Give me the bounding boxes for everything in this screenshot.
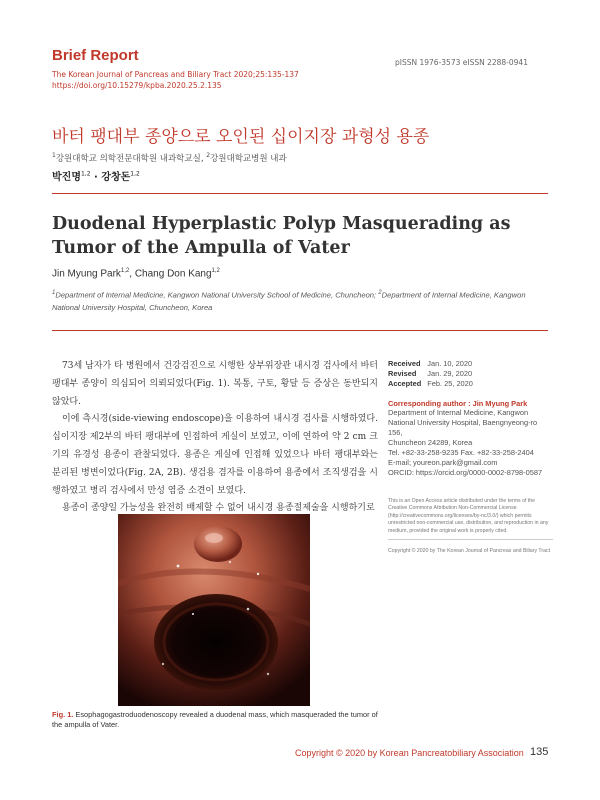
date-row bbox=[388, 359, 479, 369]
doi-link[interactable]: https://doi.org/10.15279/kpba.2020.25.2.135 bbox=[52, 81, 222, 90]
body-paragraph: 이에 측시경(side-viewing endoscope)을 이용하여 내시경 검사를 시행하였다. 십이지장 제2부의 바터 팽대부에 인접하여 게실이 보였고, 이에 연하여 약 2 cm 크기의 유경성 용종이 관찰되었다. 용종은 게실에 인접해 있었으나 바터 팽대부와는 분리된 병변이었다(Fig. 2A, 2B). 생검용 겸자를 이용하여 용종에서 조직생검을 시행하였고 병리 검사에서 만성 염증 소견이 보였다. bbox=[52, 414, 378, 496]
english-affil-1: Department of Internal Medicine, Kangwon National University School of Medicine, Chuncheon; bbox=[55, 290, 379, 300]
corr-address-line: Chuncheon 24289, Korea bbox=[388, 438, 473, 447]
sidebar-divider bbox=[388, 539, 553, 540]
author-separator: · bbox=[90, 172, 102, 183]
endoscopy-photo-illustration bbox=[118, 514, 310, 706]
english-authors bbox=[52, 268, 220, 279]
header-divider bbox=[52, 193, 548, 194]
journal-copyright: Copyright © 2020 by The Korean Journal of Pancreas and Biliary Tract bbox=[388, 548, 551, 555]
english-title: Duodenal Hyperplastic Polyp Masquerading as Tumor of the Ampulla of Vater bbox=[52, 214, 511, 258]
corr-address-line: National University Hospital, Baengnyeong-ro 156, bbox=[388, 418, 538, 437]
korean-author-1: 박진명 bbox=[52, 172, 81, 183]
korean-author-2: 강창돈 bbox=[101, 172, 131, 183]
figure-caption bbox=[52, 710, 382, 730]
date-label: Received bbox=[388, 359, 421, 368]
title-block-divider bbox=[52, 330, 548, 331]
date-value: Feb. 25, 2020 bbox=[427, 379, 473, 388]
date-row bbox=[388, 369, 479, 379]
corr-address-line: Department of Internal Medicine, Kangwon bbox=[388, 408, 529, 417]
body-paragraph: 용종이 종양일 가능성을 완전히 배제할 수 없어 내시경 용종절제술을 시행하기로 bbox=[62, 503, 375, 514]
footer-copyright: Copyright © 2020 by Korean Pancreatobiliary Association bbox=[295, 748, 524, 758]
date-label: Revised bbox=[388, 369, 417, 378]
corr-orcid-link[interactable]: ORCID: https://orcid.org/0000-0002-8798-0587 bbox=[388, 468, 543, 477]
article-info-sidebar bbox=[388, 359, 553, 554]
corr-email-link[interactable]: E-mail; youreon.park@gmail.com bbox=[388, 458, 498, 467]
korean-affil-2: 강원대학교병원 내과 bbox=[210, 154, 287, 164]
article-type-label: Brief Report bbox=[52, 47, 139, 64]
page-number: 135 bbox=[530, 746, 549, 758]
journal-citation: The Korean Journal of Pancreas and Biliary Tract 2020;25:135-137 bbox=[52, 70, 299, 79]
figure-label: Fig. 1. bbox=[52, 710, 74, 719]
korean-affil-1: 강원대학교 의학전문대학원 내과학교실, bbox=[55, 154, 207, 164]
body-text bbox=[52, 358, 378, 518]
english-author-1-sup: 1,2 bbox=[120, 268, 130, 274]
english-author-2-sup: 1,2 bbox=[211, 268, 220, 274]
date-row bbox=[388, 379, 479, 389]
english-author-2: , Chang Don Kang bbox=[129, 268, 212, 280]
author-2-sup: 1,2 bbox=[130, 170, 140, 178]
corresponding-author-label: Corresponding author : Jin Myung Park bbox=[388, 399, 528, 408]
english-author-1: Jin Myung Park bbox=[52, 268, 121, 280]
date-value: Jan. 29, 2020 bbox=[427, 369, 473, 378]
english-affil-2: Department of Internal Medicine, Kangwon National University Hospital, Chuncheon, Korea bbox=[52, 290, 526, 312]
license-text: This is an Open Access article distributed under the terms of the Creative Commons Attribution Non-Commercial License (http://creativecommons.org/licenses/by-nc/3.0/) which permits unrestricted non-commercial use, distribution, and reproduction in any medium, provided the original work is properly cited. bbox=[388, 498, 549, 534]
korean-title: 바터 팽대부 종양으로 오인된 십이지장 과형성 용종 bbox=[52, 127, 430, 147]
date-label: Accepted bbox=[388, 379, 422, 388]
author-1-sup: 1,2 bbox=[80, 170, 91, 178]
english-affiliations: $^1$Department of Internal Medicine, Kangwon National University School of Medicine, Chuncheon; $^2$Department of Internal Medicine, Kangwon National University Hospital, Chuncheon, Korea bbox=[52, 290, 526, 312]
date-value: Jan. 10, 2020 bbox=[427, 359, 473, 368]
figure-caption-text: Esophagogastroduodenoscopy revealed a duodenal mass, which masqueraded the tumor of the ampulla of Vater. bbox=[52, 710, 378, 729]
corr-phone-line: Tel. +82-33-258-9235 Fax. +82-33-258-2404 bbox=[388, 448, 534, 457]
issn-text: pISSN 1976-3573 eISSN 2288-0941 bbox=[395, 58, 528, 67]
korean-authors bbox=[52, 168, 140, 183]
article-dates bbox=[388, 359, 479, 389]
body-paragraph: 73세 남자가 타 병원에서 건강검진으로 시행한 상부위장관 내시경 검사에서 바터 팽대부 종양이 의심되어 의뢰되었다(Fig. 1). 복통, 구토, 황달 등 증상은 동반되지 않았다. bbox=[52, 361, 378, 407]
korean-affiliations: $^1$강원대학교 의학전문대학원 내과학교실, $^2$강원대학교병원 내과 bbox=[52, 152, 287, 164]
endoscopy-image bbox=[118, 514, 310, 706]
